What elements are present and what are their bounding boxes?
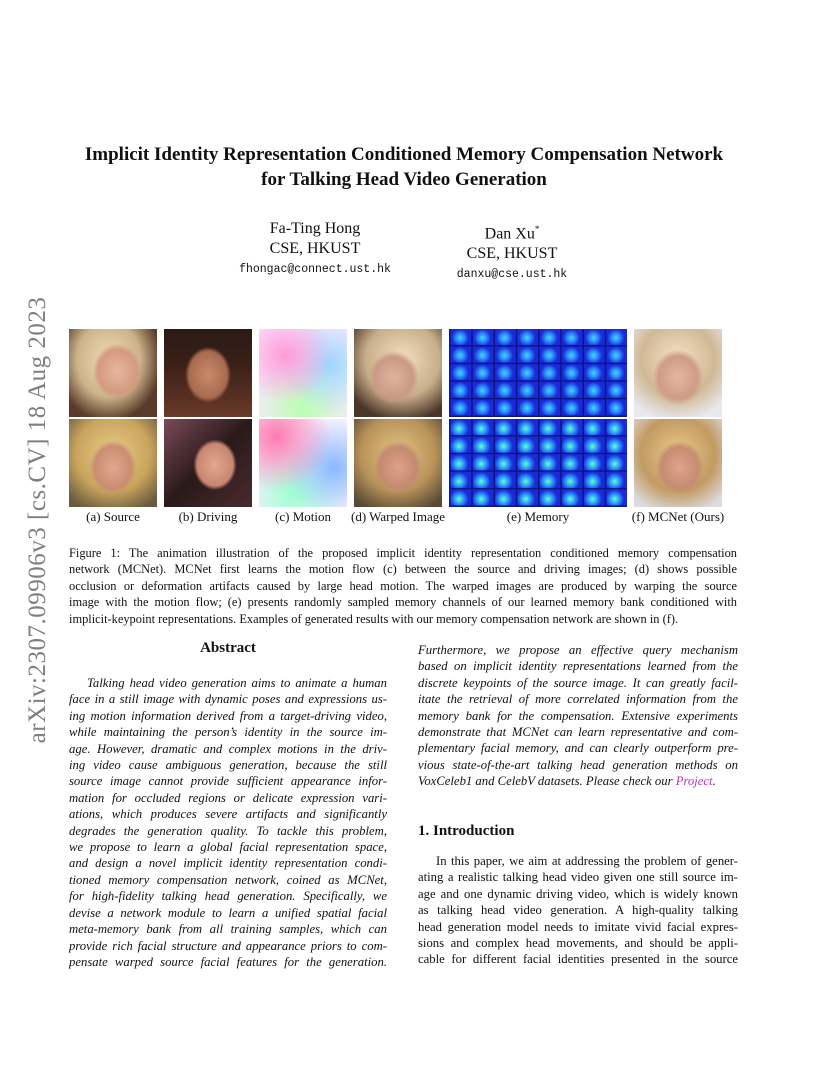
motion-flow-1 <box>259 329 347 417</box>
abstract-body <box>69 675 387 970</box>
abstract-line: mation for occluded regions or delicate expression vari- <box>69 790 387 805</box>
caption-result: (f) MCNet (Ours) <box>631 509 725 524</box>
intro-line: In this paper, we aim at addressing the problem of gener- <box>436 854 738 868</box>
abstract-line: meta-memory bank from all training samples, which can <box>69 922 387 937</box>
driving-image-1 <box>164 329 252 417</box>
abstract-line: Talking head video generation aims to animate a human <box>87 676 387 690</box>
source-image-1 <box>69 329 157 417</box>
figure-caption <box>69 545 737 627</box>
corresponding-marker: * <box>534 224 540 234</box>
abstract-line: discrete keypoints of the source image. It can greatly facil- <box>418 675 738 690</box>
introduction-body <box>418 853 738 968</box>
abstract-heading: Abstract <box>200 640 256 656</box>
caption-line: implicit-keypoint representations. Examples of generated results with our memory compensation network are shown in (f). <box>69 611 679 626</box>
source-image-2 <box>69 419 157 507</box>
author-affiliation: CSE, HKUST <box>466 245 558 263</box>
abstract-last-line <box>418 773 738 789</box>
memory-bank-2 <box>449 419 627 507</box>
warped-image-2 <box>354 419 442 507</box>
caption-motion: (c) Motion <box>275 509 331 524</box>
result-image-1 <box>634 329 722 417</box>
intro-line: sions and complex head movements, and should be appli- <box>418 936 738 951</box>
author-email: fhongac@connect.ust.hk <box>239 263 391 276</box>
caption-line: occlusion or deformation artifacts caused by large head motion. The warped images are produced by warping the source <box>69 578 737 593</box>
intro-line: as talking head video generation. A high-quality talking <box>418 903 738 918</box>
caption-driving: (b) Driving <box>178 509 238 524</box>
abstract-line: based on implicit identity representations learned from the <box>418 659 738 674</box>
author-name: Dan Xu <box>484 225 535 243</box>
abstract-line-text: VoxCeleb1 and CelebV datasets. Please check our <box>418 774 676 789</box>
abstract-line: tioned memory compensation network, coined as MCNet, <box>69 872 387 887</box>
author-name: Fa-Ting Hong <box>269 220 361 237</box>
abstract-line: itate the retrieval of more correlated information from the <box>418 692 738 707</box>
intro-line: age and one dynamic driving video, which is widely known <box>418 886 738 901</box>
abstract-line: for high-fidelity talking head generation. Specifically, we <box>69 889 387 904</box>
abstract-line: age. However, dramatic and complex motions in the driv- <box>69 741 387 756</box>
abstract-line: ing video cause ambiguous generation, because the still <box>69 758 387 773</box>
abstract-body-continued <box>418 642 738 790</box>
abstract-line: devise a network module to learn a unified spatial facial <box>69 905 387 920</box>
abstract-line: ations, which produces severe artifacts and significantly <box>69 807 387 822</box>
author-email: danxu@cse.ust.hk <box>456 268 568 282</box>
caption-source: (a) Source <box>86 509 140 524</box>
arxiv-id-text: arXiv:2307.09906v3 [cs.CV] 18 Aug 2023 <box>24 296 51 744</box>
memory-bank-1 <box>449 329 627 417</box>
warped-image-1 <box>354 329 442 417</box>
abstract-line: provide rich facial structure and appearance priors to com- <box>69 938 387 953</box>
abstract-line: plementary facial memory, and can clearly outperform pre- <box>418 741 738 756</box>
abstract-line: and design a novel implicit identity representation condi- <box>69 856 387 871</box>
paper-title-line-2: for Talking Head Video Generation <box>261 169 547 190</box>
project-link[interactable]: Project <box>675 774 713 789</box>
driving-image-2 <box>164 419 252 507</box>
abstract-line: while maintaining the person’s identity in the source im- <box>69 725 387 740</box>
caption-warped: (d) Warped Image <box>350 509 445 524</box>
abstract-line: source image cannot provide sufficient appearance infor- <box>69 774 387 789</box>
intro-line: cable for different facial identities presented in the source <box>418 952 738 967</box>
abstract-line: demonstrate that MCNet can learn representative and com- <box>418 725 738 740</box>
caption-memory: (e) Memory <box>506 509 570 524</box>
abstract-line: degrades the generation quality. To tackle this problem, <box>69 823 387 838</box>
intro-line: ating a realistic talking head video given one still source im- <box>418 870 738 885</box>
introduction-heading: 1. Introduction <box>418 823 515 839</box>
result-image-2 <box>634 419 722 507</box>
caption-line: image with the motion flow; (e) presents randomly sampled memory channels of our learned memory bank conditioned with <box>69 595 737 610</box>
author-affiliation: CSE, HKUST <box>269 240 361 257</box>
abstract-line-end: . <box>712 774 716 789</box>
abstract-line: vious state-of-the-art talking head generation methods on <box>418 757 738 772</box>
abstract-line: ing motion information derived from a target-driving video, <box>69 708 387 723</box>
intro-line: head generation model needs to imitate vivid facial expres- <box>418 919 738 934</box>
caption-line: Figure 1: The animation illustration of the proposed implicit identity representation conditioned memory compensation <box>69 546 737 560</box>
paper-title-line-1: Implicit Identity Representation Conditioned Memory Compensation Network <box>84 144 724 165</box>
abstract-line: pensate warped source facial features for the generation. <box>69 954 387 969</box>
caption-line: network (MCNet). MCNet first learns the motion flow (c) between the source and driving images; (d) shows possible <box>69 562 737 577</box>
abstract-line: face in a still image with dynamic poses and expressions us- <box>69 692 387 707</box>
abstract-line: we propose to learn a global facial representation space, <box>69 840 387 855</box>
abstract-line: memory bank for the compensation. Extensive experiments <box>418 708 738 723</box>
motion-flow-2 <box>259 419 347 507</box>
abstract-line: Furthermore, we propose an effective query mechanism <box>418 643 738 657</box>
